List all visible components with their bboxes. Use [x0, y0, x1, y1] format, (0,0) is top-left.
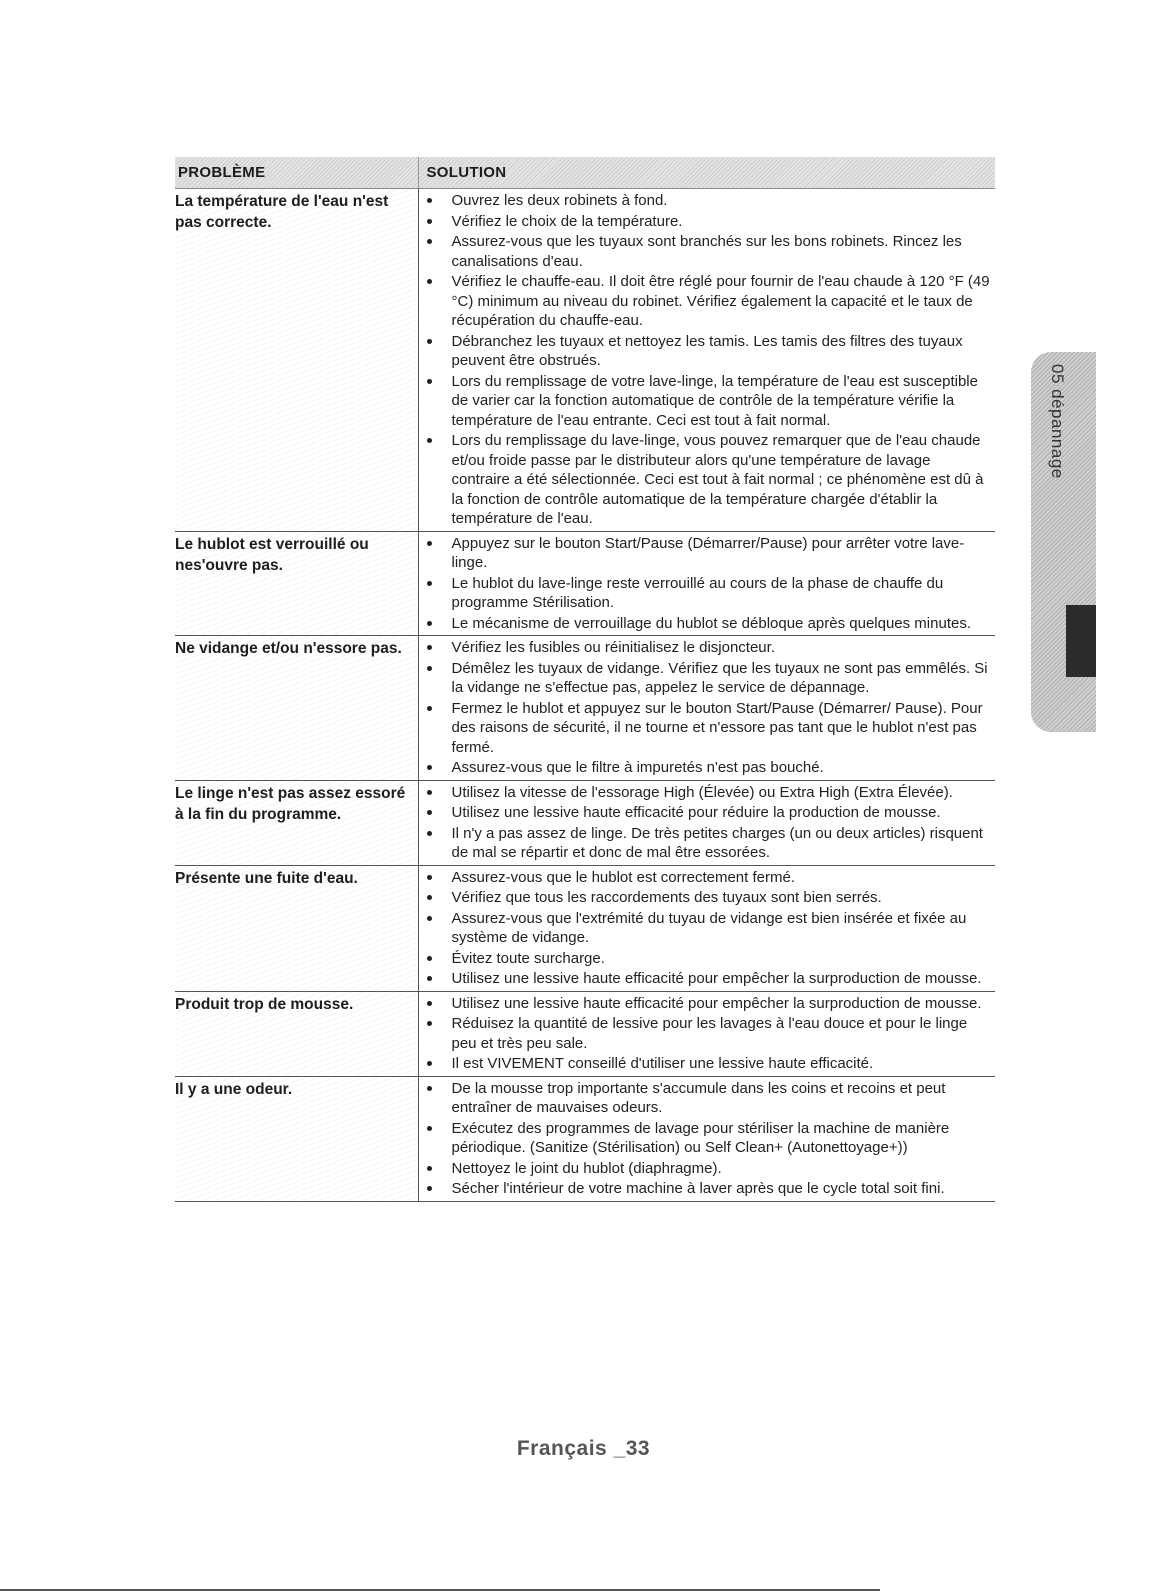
solution-item: Vérifiez que tous les raccordements des tuyaux sont bien serrés. [419, 888, 996, 908]
solution-item: Utilisez la vitesse de l'essorage High (Élevée) ou Extra High (Extra Élevée). [419, 783, 996, 803]
solution-item: Sécher l'intérieur de votre machine à laver après que le cycle total soit fini. [419, 1179, 996, 1199]
solution-item: Débranchez les tuyaux et nettoyez les tamis. Les tamis des filtres des tuyaux peuvent être obstrués. [419, 332, 996, 371]
chapter-side-tab[interactable] [1031, 352, 1096, 732]
solution-item: Assurez-vous que l'extrémité du tuyau de vidange est bien insérée et fixée au système de vidange. [419, 909, 996, 948]
solution-item: Ouvrez les deux robinets à fond. [419, 191, 996, 211]
solution-item: Utilisez une lessive haute efficacité pour empêcher la surproduction de mousse. [419, 994, 996, 1014]
solution-cell [418, 780, 995, 865]
problem-cell: Le linge n'est pas assez essoré à la fin du programme. [175, 780, 418, 865]
table-header-row [175, 157, 995, 189]
solution-cell [418, 991, 995, 1076]
solution-item: Il n'y a pas assez de linge. De très petites charges (un ou deux articles) risquent de mal se répartir et donc de mal être essorées. [419, 824, 996, 863]
solution-cell [418, 531, 995, 636]
chapter-tab-label: 05 dépannage [1048, 364, 1067, 479]
header-solution: SOLUTION [418, 157, 995, 189]
solution-item: Le mécanisme de verrouillage du hublot se débloque après quelques minutes. [419, 614, 996, 634]
solution-list [419, 868, 996, 989]
table-row [175, 780, 995, 865]
solution-item: Utilisez une lessive haute efficacité pour empêcher la surproduction de mousse. [419, 969, 996, 989]
chapter-position-marker [1066, 605, 1096, 677]
solution-list [419, 783, 996, 863]
solution-item: Exécutez des programmes de lavage pour stériliser la machine de manière périodique. (Sanitize (Stérilisation) ou Self Clean+ (Autonettoyage+)) [419, 1119, 996, 1158]
solution-cell [418, 1076, 995, 1201]
solution-item: Appuyez sur le bouton Start/Pause (Démarrer/Pause) pour arrêter votre lave-linge. [419, 534, 996, 573]
troubleshooting-table-container [175, 157, 995, 1202]
solution-item: Réduisez la quantité de lessive pour les lavages à l'eau douce et pour le linge peu et très peu sale. [419, 1014, 996, 1053]
troubleshooting-table [175, 157, 995, 1202]
table-row [175, 1076, 995, 1201]
problem-cell: Présente une fuite d'eau. [175, 865, 418, 991]
solution-item: Utilisez une lessive haute efficacité pour réduire la production de mousse. [419, 803, 996, 823]
solution-item: Vérifiez le choix de la température. [419, 212, 996, 232]
solution-list [419, 994, 996, 1074]
solution-list [419, 534, 996, 634]
solution-item: Lors du remplissage de votre lave-linge, la température de l'eau est susceptible de varier car la fonction automatique de contrôle de la température vérifie la température de l'eau entrante. Ceci est tout à fait normal. [419, 372, 996, 431]
table-row [175, 189, 995, 532]
solution-item: De la mousse trop importante s'accumule dans les coins et recoins et peut entraîner de mauvaises odeurs. [419, 1079, 996, 1118]
table-body [175, 189, 995, 1202]
table-row [175, 531, 995, 636]
table-row [175, 865, 995, 991]
solution-item: Assurez-vous que les tuyaux sont branchés sur les bons robinets. Rincez les canalisations d'eau. [419, 232, 996, 271]
solution-cell [418, 636, 995, 781]
solution-item: Vérifiez le chauffe-eau. Il doit être réglé pour fournir de l'eau chaude à 120 °F (49 °C) minimum au niveau du robinet. Vérifiez également la capacité et le taux de récupération du chauffe-eau. [419, 272, 996, 331]
table-row [175, 636, 995, 781]
header-problem: PROBLÈME [175, 157, 418, 189]
solution-list [419, 638, 996, 778]
solution-item: Fermez le hublot et appuyez sur le bouton Start/Pause (Démarrer/ Pause). Pour des raisons de sécurité, il ne tourne et n'essore pas tant que le hublot n'est pas fermé. [419, 699, 996, 758]
solution-item: Lors du remplissage du lave-linge, vous pouvez remarquer que de l'eau chaude et/ou froide passe par le distributeur alors qu'une température de lavage contraire a été sélectionnée. Ceci est tout à fait normal ; ce phénomène est dû à la fonction de contrôle automatique de la température chargée d'établir la température de l'eau. [419, 431, 996, 529]
solution-cell [418, 189, 995, 532]
solution-item: Nettoyez le joint du hublot (diaphragme). [419, 1159, 996, 1179]
problem-cell: Il y a une odeur. [175, 1076, 418, 1201]
table-row [175, 991, 995, 1076]
solution-list [419, 1079, 996, 1199]
solution-item: Il est VIVEMENT conseillé d'utiliser une lessive haute efficacité. [419, 1054, 996, 1074]
bottom-rule [0, 1589, 880, 1591]
solution-item: Démêlez les tuyaux de vidange. Vérifiez que les tuyaux ne sont pas emmêlés. Si la vidange ne s'effectue pas, appelez le service de dépannage. [419, 659, 996, 698]
problem-cell: Le hublot est verrouillé ou nes'ouvre pas. [175, 531, 418, 636]
problem-cell: Ne vidange et/ou n'essore pas. [175, 636, 418, 781]
solution-list [419, 191, 996, 529]
problem-cell: La température de l'eau n'est pas correcte. [175, 189, 418, 532]
solution-cell [418, 865, 995, 991]
page-footer: Français _33 [516, 1437, 651, 1460]
solution-item: Assurez-vous que le filtre à impuretés n'est pas bouché. [419, 758, 996, 778]
solution-item: Assurez-vous que le hublot est correctement fermé. [419, 868, 996, 888]
solution-item: Évitez toute surcharge. [419, 949, 996, 969]
solution-item: Le hublot du lave-linge reste verrouillé au cours de la phase de chauffe du programme Stérilisation. [419, 574, 996, 613]
problem-cell: Produit trop de mousse. [175, 991, 418, 1076]
solution-item: Vérifiez les fusibles ou réinitialisez le disjoncteur. [419, 638, 996, 658]
